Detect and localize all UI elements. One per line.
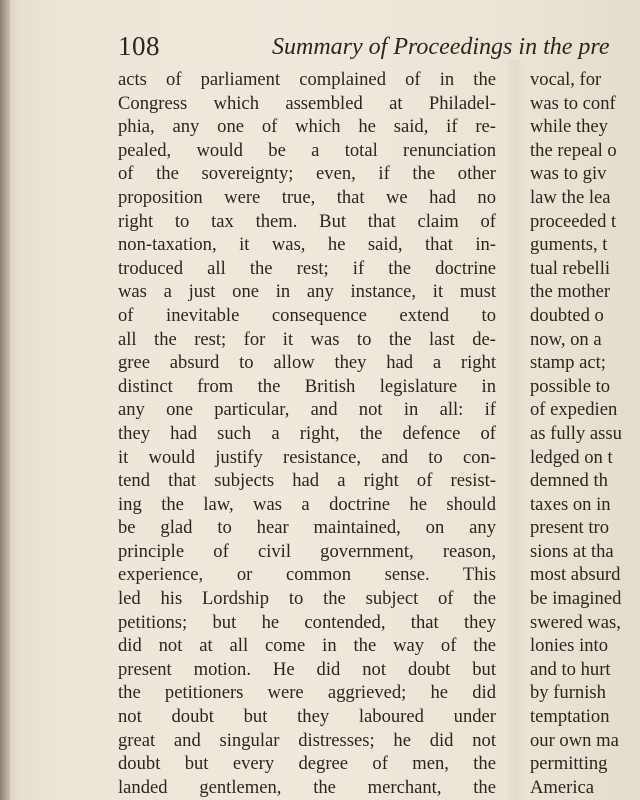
text-line: ledged on t	[530, 446, 613, 468]
text-line: taxes on in	[530, 493, 611, 515]
text-line: present tro	[530, 517, 609, 539]
text-line: Congress which assembled at Philadel-	[118, 92, 496, 114]
text-line: the mother	[530, 281, 611, 303]
text-line: most absurd	[530, 564, 621, 586]
text-line: by furnish	[530, 682, 606, 704]
text-line: non-taxation, it was, he said, that in-	[118, 234, 496, 256]
text-line: tend that subjects had a right of resist-	[118, 470, 496, 492]
text-line: swered was,	[530, 611, 621, 633]
text-line: stamp act;	[530, 352, 606, 374]
text-line: of inevitable consequence extend to	[118, 304, 496, 326]
text-line: not doubt but they laboured under	[118, 706, 496, 728]
text-line: experience, or common sense. This	[118, 564, 496, 586]
text-line: any one particular, and not in all: if	[118, 399, 496, 421]
column-gutter	[505, 60, 525, 800]
text-line: was to conf	[530, 92, 616, 114]
text-line: did not at all come in the way of the	[118, 635, 496, 657]
text-line: of the sovereignty; even, if the other	[118, 163, 496, 185]
text-line: proceeded t	[530, 210, 617, 232]
text-line: of expedien	[530, 399, 618, 421]
text-line: acts of parliament complained of in the	[118, 69, 496, 90]
text-line: now, on a	[530, 328, 602, 350]
text-line: gree absurd to allow they had a right	[118, 352, 496, 374]
text-line: sions at tha	[530, 540, 614, 562]
text-line: present motion. He did not doubt but	[118, 658, 496, 680]
text-line: distinct from the British legislature in	[118, 375, 496, 397]
text-line: right to tax them. But that claim of	[118, 210, 496, 232]
text-line: vocal, for	[530, 69, 602, 90]
text-line: was to giv	[530, 163, 607, 185]
text-line: troduced all the rest; if the doctrine	[118, 257, 496, 279]
text-line: petitions; but he contended, that they	[118, 611, 496, 633]
text-line: tual rebelli	[530, 257, 611, 279]
text-line: doubt but every degree of men, the	[118, 753, 496, 775]
text-line: be glad to hear maintained, on any	[118, 517, 496, 539]
text-line: all the rest; for it was to the last de-	[118, 328, 496, 350]
text-line: law the lea	[530, 186, 611, 208]
page-number: 108	[118, 31, 160, 61]
text-line: our own ma	[530, 729, 619, 751]
text-line: as fully assu	[530, 422, 622, 444]
text-line: temptation	[530, 706, 610, 728]
page-binding-edge	[0, 0, 10, 800]
text-line: permitting	[530, 753, 608, 775]
running-head: Summary of Proceedings in the pre	[272, 34, 610, 60]
text-line: demned th	[530, 470, 608, 492]
text-line: proposition were true, that we had no	[118, 186, 496, 208]
text-line: was a just one in any instance, it must	[118, 281, 496, 303]
text-line: America	[530, 776, 595, 798]
text-line: possible to	[530, 375, 611, 397]
text-line: ing the law, was a doctrine he should	[118, 493, 496, 515]
text-line: landed gentlemen, the merchant, the	[118, 776, 496, 798]
left-text-column	[118, 68, 496, 799]
text-line: doubted o	[530, 304, 604, 326]
right-text-column	[530, 68, 640, 799]
text-line: the petitioners were aggrieved; he did	[118, 682, 496, 704]
text-line: the repeal o	[530, 139, 617, 161]
text-line: great and singular distresses; he did not	[118, 729, 496, 751]
text-line: phia, any one of which he said, if re-	[118, 116, 496, 138]
text-line: they had such a right, the defence of	[118, 422, 496, 444]
text-line: while they	[530, 116, 608, 138]
text-line: and to hurt	[530, 658, 611, 680]
text-line: led his Lordship to the subject of the	[118, 588, 496, 610]
text-line: pealed, would be a total renunciation	[118, 139, 496, 161]
text-line: guments, t	[530, 234, 608, 256]
text-line: it would justify resistance, and to con-	[118, 446, 496, 468]
text-line: principle of civil government, reason,	[118, 540, 496, 562]
text-line: lonies into	[530, 635, 608, 657]
text-line: be imagined	[530, 588, 622, 610]
